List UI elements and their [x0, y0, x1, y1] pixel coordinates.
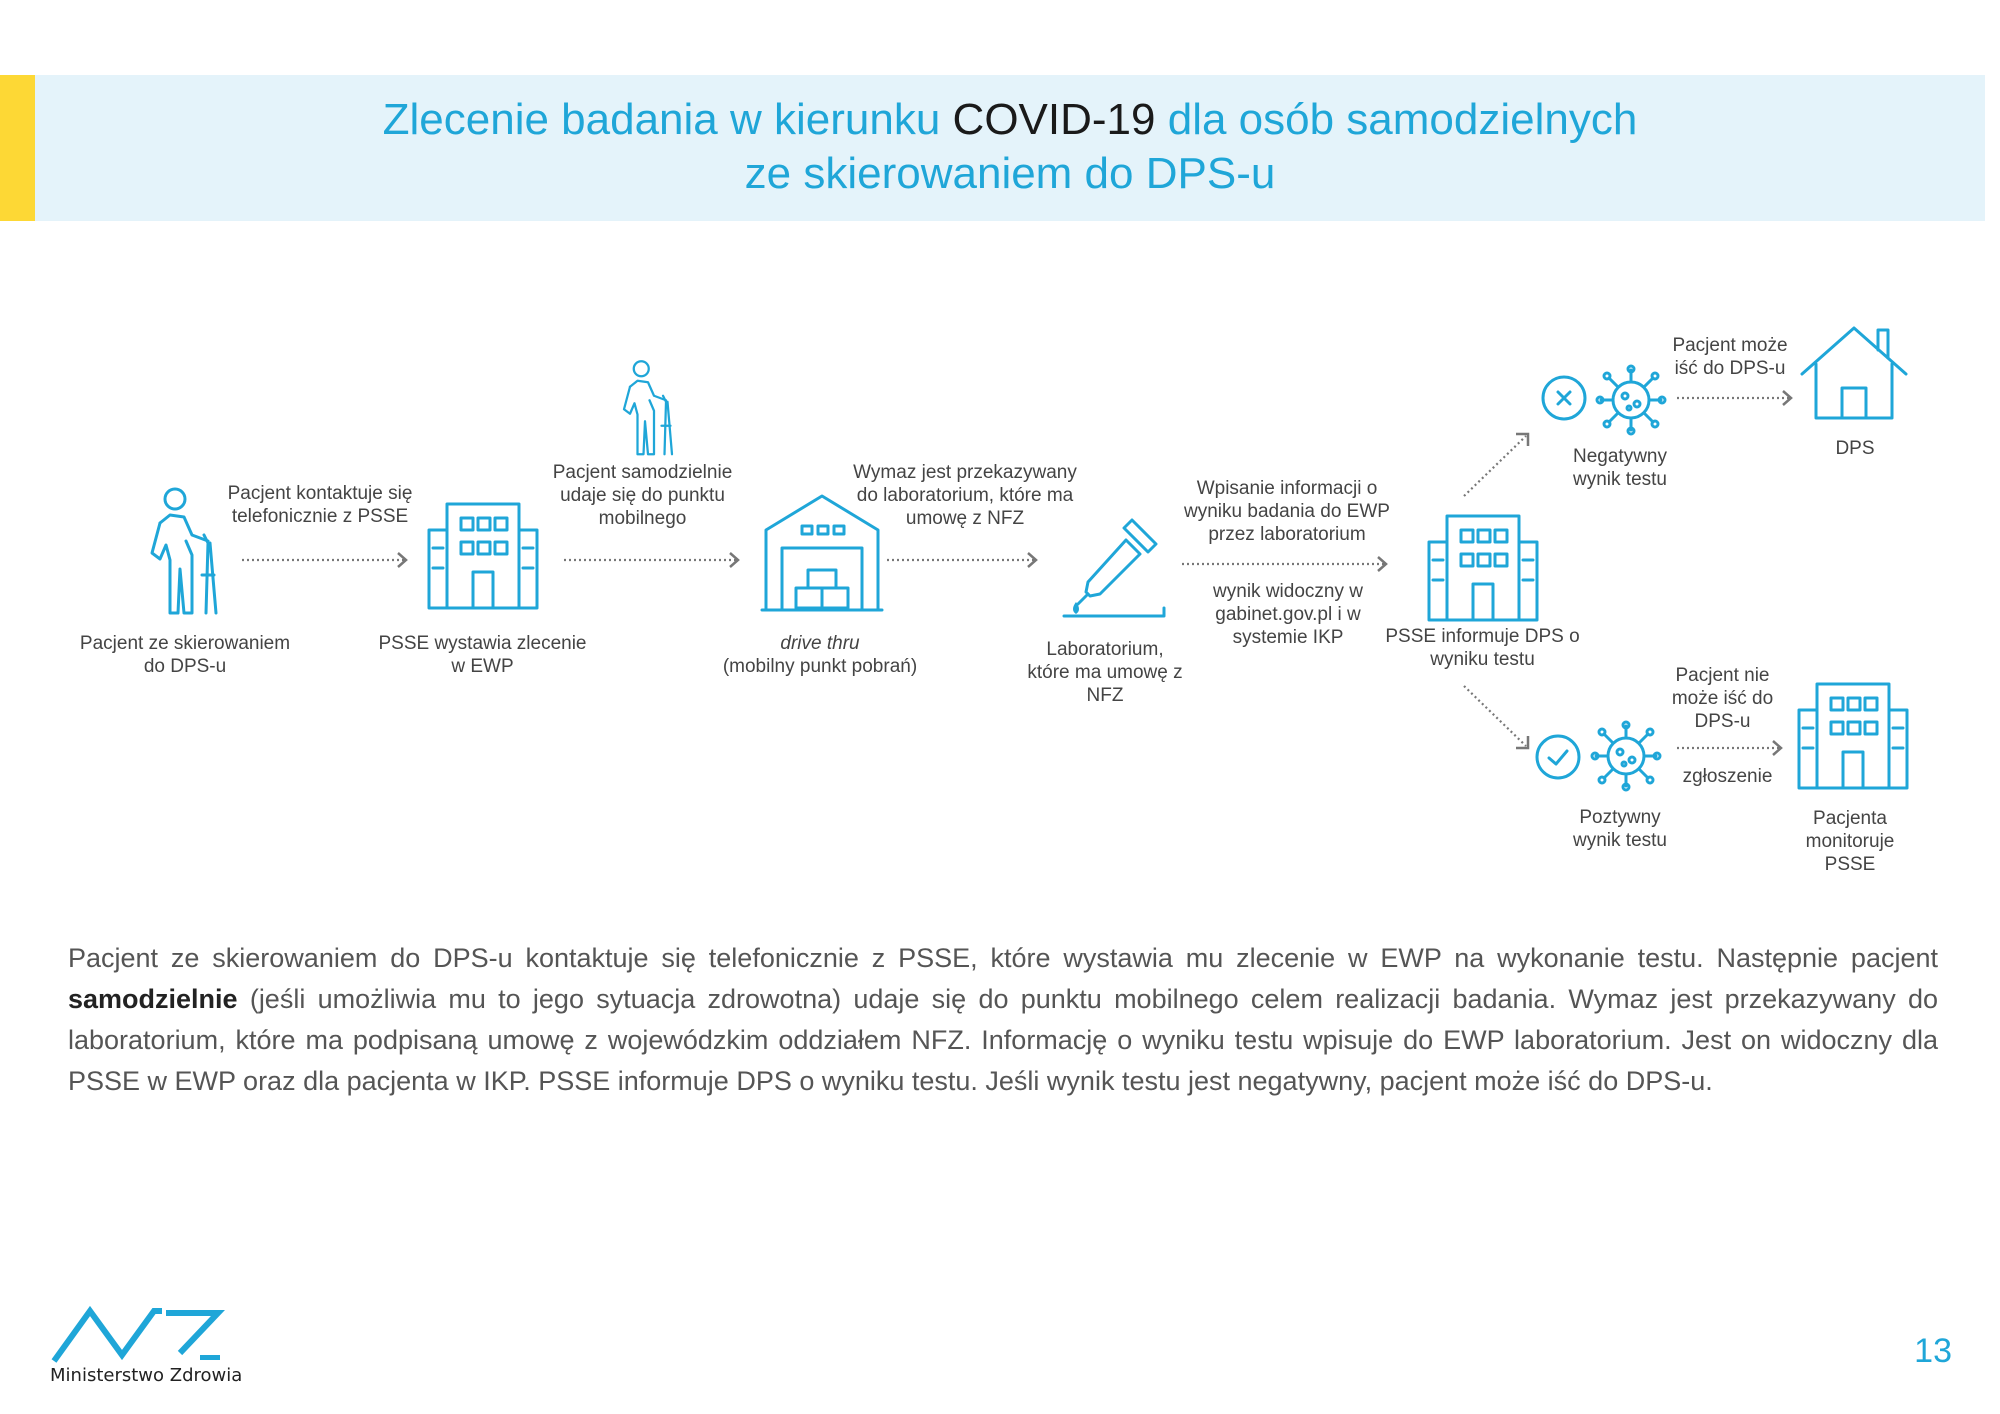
description-paragraph	[68, 938, 1938, 1102]
label-can-go-dps: Pacjent może iść do DPS-u	[1672, 335, 1788, 379]
positive-check-icon	[1533, 732, 1583, 782]
page-title	[35, 94, 1985, 146]
description-part1: Pacjent ze skierowaniem do DPS-u kontaktuje się telefonicznie z PSSE, które wystawia mu zlecenie w EWP na wykonanie testu. Następnie pacjent	[68, 943, 1938, 973]
psse-building-icon	[425, 500, 540, 610]
label-drive-thru	[720, 632, 920, 678]
label-arrow-2: Pacjent samodzielnie udaje się do punktu mobilnego	[552, 462, 733, 529]
label-positive: Poztywny wynik testu	[1573, 807, 1667, 851]
arrow-down-diagonal	[1460, 682, 1535, 752]
drive-thru-italic: drive thru	[780, 633, 860, 654]
house-icon	[1798, 322, 1913, 422]
label-arrow-4: Wpisanie informacji o wyniku badania do EWP przez laboratorium	[1184, 478, 1390, 545]
description-bold: samodzielnie	[68, 984, 238, 1014]
label-psse-issues: PSSE wystawia zlecenie w EWP	[378, 633, 587, 677]
psse-building-2-icon	[1425, 512, 1540, 622]
label-arrow-3: Wymaz jest przekazywany do laboratorium, które ma umowę z NFZ	[853, 462, 1077, 529]
title-part1: Zlecenie badania w kierunku	[382, 95, 953, 144]
page-title-line2: ze skierowaniem do DPS-u	[744, 149, 1276, 198]
label-negative: Negatywny wynik testu	[1573, 446, 1667, 490]
logo-text: Ministerstwo Zdrowia	[50, 1365, 243, 1386]
arrow-1	[240, 550, 415, 570]
patient-walker-icon	[140, 485, 220, 615]
label-notification: zgłoszenie	[1682, 766, 1773, 787]
title-covid: COVID-19	[952, 95, 1156, 144]
ministry-logo-icon	[50, 1305, 225, 1365]
arrow-4	[1180, 554, 1395, 574]
label-cannot-go-dps: Pacjent nie może iść do DPS-u	[1671, 665, 1774, 732]
header-accent-bar	[0, 75, 35, 221]
arrow-up-diagonal	[1460, 430, 1535, 500]
description-part2: (jeśli umożliwia mu to jego sytuacja zdrowotna) udaje się do punktu mobilnego celem realizacji badania. Wymaz jest przekazywany do laboratorium, które ma podpisaną umowę z wojewódzkim oddziałem NFZ. Informację o wyniku testu wpisuje do EWP laboratorium. Jest on widoczny dla PSSE w EWP oraz dla pacjenta w IKP. PSSE informuje DPS o wyniku testu. Jeśli wynik testu jest negatywny, pacjent może iść do DPS-u.	[68, 984, 1938, 1096]
label-lab: Laboratorium, które ma umowę z NFZ	[1027, 639, 1183, 706]
arrow-3	[885, 550, 1045, 570]
label-psse-informs: PSSE informuje DPS o wyniku testu	[1385, 626, 1580, 670]
label-patient: Pacjent ze skierowaniem do DPS-u	[79, 633, 291, 677]
patient-walker-small-icon	[615, 358, 675, 456]
arrow-to-monitoring	[1675, 738, 1790, 758]
psse-building-3-icon	[1795, 680, 1910, 790]
title-part3: dla osób samodzielnych	[1155, 95, 1638, 144]
label-arrow-1: Pacjent kontaktuje się telefonicznie z PSSE	[227, 483, 413, 527]
page-number: 13	[1914, 1332, 1952, 1370]
label-monitoring: Pacjenta monitoruje PSSE	[1805, 808, 1895, 875]
negative-x-icon	[1540, 374, 1588, 422]
label-dps: DPS	[1835, 438, 1875, 459]
label-arrow-4-sub: wynik widoczny w gabinet.gov.pl i w systemie IKP	[1213, 581, 1363, 648]
virus-negative-icon	[1595, 364, 1667, 436]
drive-thru-sub: (mobilny punkt pobrań)	[722, 656, 918, 677]
virus-positive-icon	[1590, 720, 1662, 792]
arrow-2	[562, 550, 747, 570]
arrow-to-dps	[1675, 388, 1800, 408]
